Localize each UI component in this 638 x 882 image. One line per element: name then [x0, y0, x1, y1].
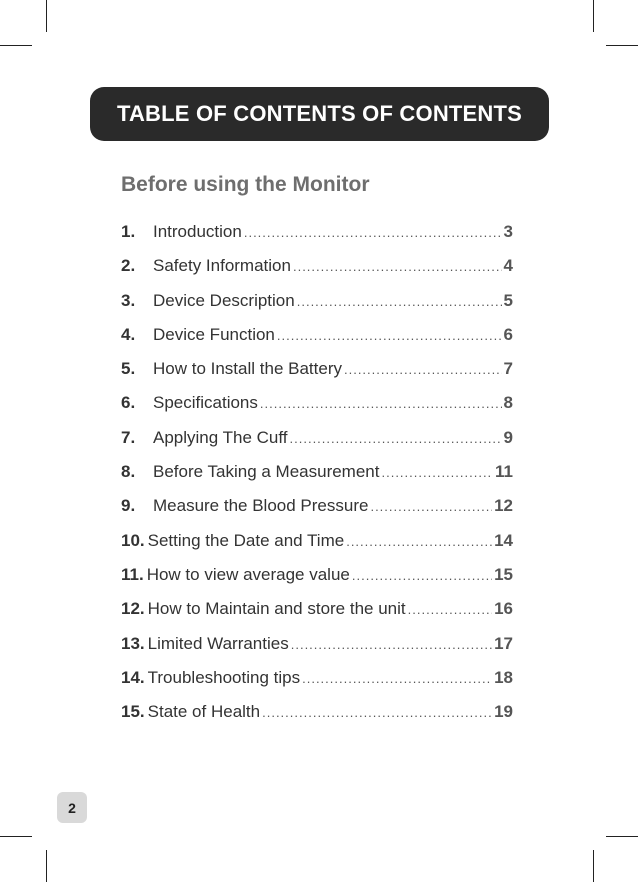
toc-entry[interactable]	[121, 256, 513, 290]
crop-mark	[593, 0, 594, 32]
toc-title: Device Function	[153, 324, 275, 344]
toc-entry[interactable]	[121, 462, 513, 496]
dot-leader	[381, 465, 493, 480]
toc-title: State of Health	[147, 702, 261, 722]
toc-page-number: 3	[503, 222, 513, 241]
toc-number: 14.	[121, 667, 145, 687]
toc-page-number: 9	[503, 427, 513, 447]
toc-page-number: 16	[494, 599, 513, 619]
crop-mark	[46, 0, 47, 32]
dot-leader	[260, 396, 502, 411]
toc-number: 15.	[121, 702, 145, 722]
toc-page-number: 18	[494, 667, 513, 687]
toc-number: 11.	[121, 564, 144, 584]
toc-number: 7.	[121, 427, 136, 447]
toc-page-number: 17	[494, 633, 513, 653]
toc-title: How to view average value	[146, 564, 350, 584]
toc-entry[interactable]	[121, 634, 513, 668]
dot-leader	[290, 431, 502, 446]
toc-title: Troubleshooting tips	[147, 667, 301, 687]
toc-page-number: 8	[503, 393, 513, 413]
dot-leader	[352, 568, 492, 583]
toc-entry[interactable]	[121, 599, 513, 633]
section-heading: Before using the Monitor	[121, 173, 370, 196]
dot-leader	[346, 534, 492, 549]
page-number-badge: 2	[57, 792, 87, 823]
toc-number: 1.	[121, 222, 136, 241]
toc-number: 5.	[121, 359, 136, 379]
crop-mark	[0, 836, 32, 837]
dot-leader	[344, 362, 502, 377]
page-title: TABLE OF CONTENTS OF CONTENTS	[116, 101, 523, 126]
toc-title: Specifications	[153, 393, 258, 413]
toc-number: 4.	[121, 324, 136, 344]
toc-entry[interactable]	[121, 359, 513, 393]
dot-leader	[293, 259, 502, 274]
dot-leader	[302, 671, 492, 686]
toc-entry[interactable]	[121, 325, 513, 359]
toc-entry[interactable]	[121, 222, 513, 256]
toc-page-number: 5	[503, 290, 513, 310]
toc-title: Before Taking a Measurement	[153, 462, 380, 482]
crop-mark	[606, 836, 638, 837]
crop-mark	[46, 850, 47, 882]
dot-leader	[244, 225, 502, 240]
toc-entry[interactable]	[121, 393, 513, 427]
toc-title: Device Description	[153, 290, 295, 310]
toc-number: 9.	[121, 496, 136, 516]
toc-number: 8.	[121, 462, 136, 482]
table-of-contents	[121, 222, 513, 736]
toc-entry[interactable]	[121, 702, 513, 736]
toc-number: 12.	[121, 599, 145, 619]
toc-entry[interactable]	[121, 531, 513, 565]
toc-page-number: 15	[494, 564, 513, 584]
crop-mark	[606, 45, 638, 46]
toc-title: Safety Information	[153, 256, 291, 276]
dot-leader	[297, 294, 502, 309]
toc-page-number: 6	[503, 324, 513, 344]
toc-title: Setting the Date and Time	[147, 530, 345, 550]
dot-leader	[277, 328, 502, 343]
toc-entry[interactable]	[121, 496, 513, 530]
toc-title: Measure the Blood Pressure	[153, 496, 369, 516]
toc-title: Limited Warranties	[147, 633, 289, 653]
toc-number: 2.	[121, 256, 136, 276]
toc-number: 6.	[121, 393, 136, 413]
crop-mark	[593, 850, 594, 882]
toc-page-number: 12	[494, 496, 513, 516]
toc-entry[interactable]	[121, 291, 513, 325]
toc-title: Applying The Cuff	[153, 427, 288, 447]
toc-page-number: 7	[503, 359, 513, 379]
toc-page-number: 4	[503, 256, 513, 276]
toc-entry[interactable]	[121, 428, 513, 462]
toc-page-number: 19	[494, 702, 513, 722]
toc-title: Introduction	[153, 222, 242, 241]
toc-number: 10.	[121, 530, 145, 550]
dot-leader	[262, 705, 492, 720]
crop-mark	[0, 45, 32, 46]
toc-page-number: 14	[494, 530, 513, 550]
toc-entry[interactable]	[121, 668, 513, 702]
dot-leader	[408, 602, 492, 617]
dot-leader	[370, 499, 492, 514]
dot-leader	[291, 637, 492, 652]
toc-number: 3.	[121, 290, 136, 310]
toc-page-number: 11	[495, 462, 513, 482]
toc-entry[interactable]	[121, 565, 513, 599]
toc-title: How to Maintain and store the unit	[147, 599, 406, 619]
toc-number: 13.	[121, 633, 145, 653]
toc-title: How to Install the Battery	[153, 359, 342, 379]
title-banner	[90, 87, 549, 141]
